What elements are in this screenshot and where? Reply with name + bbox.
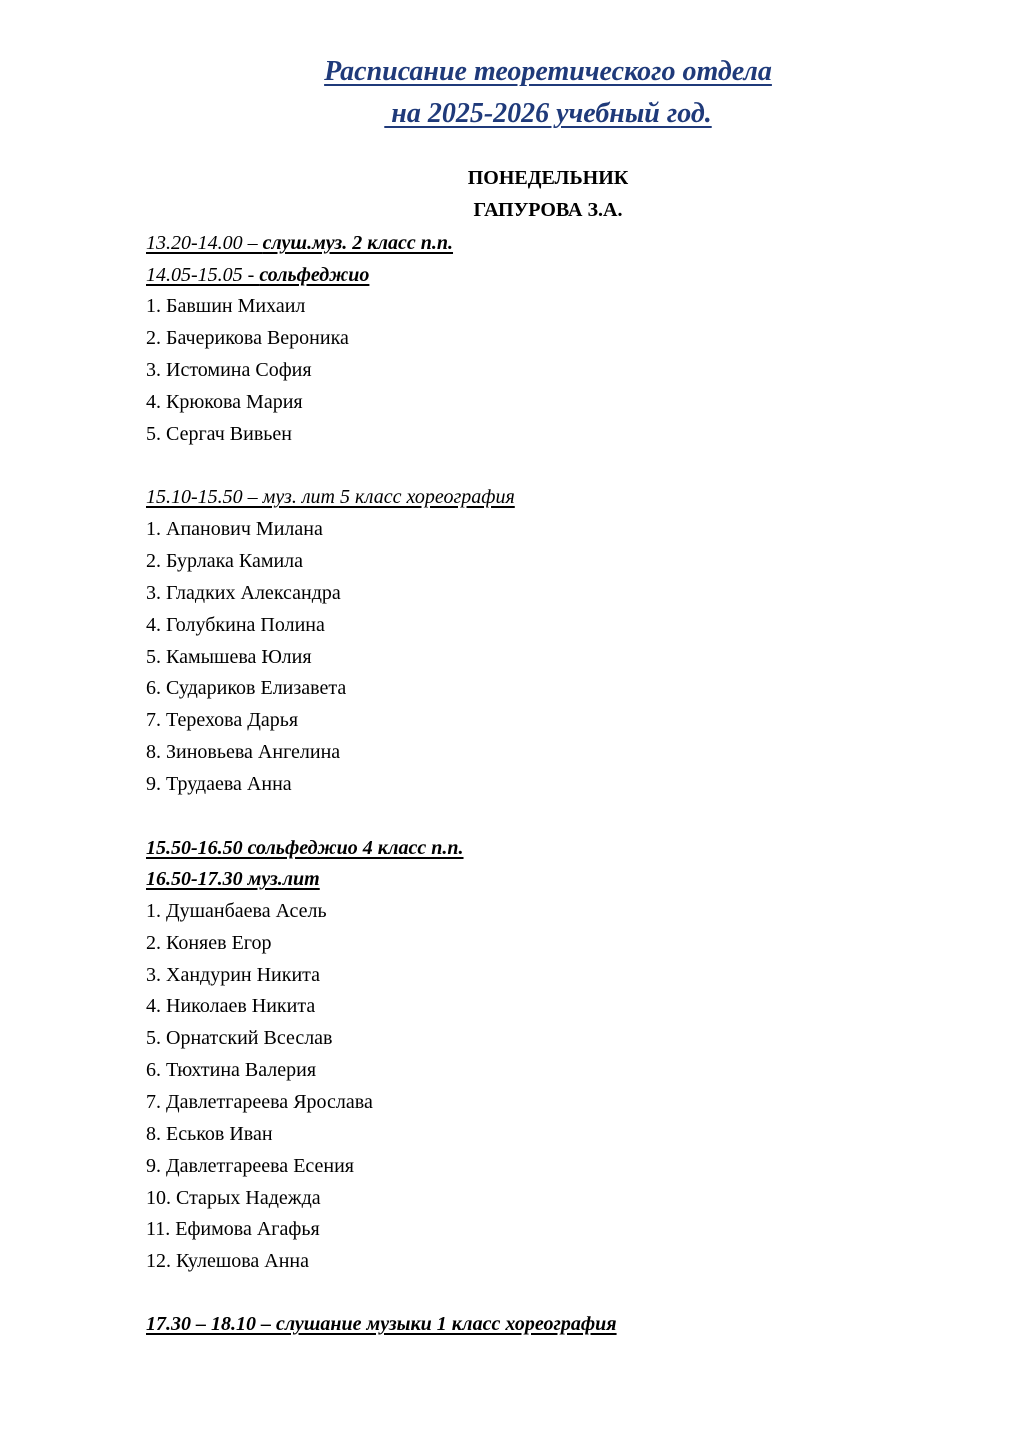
session-heading <box>146 230 453 256</box>
student-list-item: 2. Коняев Егор <box>146 932 272 954</box>
student-list-item: 4. Голубкина Полина <box>146 614 325 636</box>
day-heading: ПОНЕДЕЛЬНИК <box>467 167 629 189</box>
session-heading: 16.50-17.30 муз.лит <box>146 868 320 890</box>
student-list-item: 11. Ефимова Агафья <box>146 1218 320 1240</box>
student-list-item: 10. Старых Надежда <box>146 1187 321 1209</box>
student-list-item: 1. Душанбаева Асель <box>146 900 327 922</box>
teacher-heading: ГАПУРОВА З.А. <box>473 199 623 221</box>
student-list-item: 7. Давлетгареева Ярослава <box>146 1091 373 1113</box>
student-list-item: 1. Апанович Милана <box>146 518 323 540</box>
student-list-item: 12. Кулешова Анна <box>146 1250 309 1272</box>
document-title-line-1: Расписание теоретического отдела <box>324 56 772 87</box>
student-list-item: 2. Бачерикова Вероника <box>146 327 349 349</box>
document-title-line-2: на 2025-2026 учебный год. <box>384 98 712 129</box>
student-list-item: 3. Истомина София <box>146 359 312 381</box>
student-list-item: 9. Давлетгареева Есения <box>146 1155 355 1177</box>
student-list-item: 7. Терехова Дарья <box>146 709 299 731</box>
session-heading: 15.50-16.50 сольфеджио 4 класс п.п. <box>146 837 464 859</box>
student-list-item: 8. Зиновьева Ангелина <box>146 741 341 763</box>
student-list-item: 8. Еськов Иван <box>146 1123 273 1145</box>
session-subject: сольфеджио <box>259 264 370 286</box>
student-list-item: 6. Тюхтина Валерия <box>146 1059 317 1081</box>
session-time: 13.20-14.00 – <box>146 232 263 254</box>
student-list-item: 2. Бурлака Камила <box>146 550 304 572</box>
student-list-item: 3. Гладких Александра <box>146 582 341 604</box>
student-list-item: 6. Судариков Елизавета <box>146 677 347 699</box>
session-subject: слуш.муз. 2 класс п.п. <box>262 232 454 254</box>
student-list-item: 5. Орнатский Всеслав <box>146 1027 333 1049</box>
student-list-item: 5. Сергач Вивьен <box>146 423 292 445</box>
session-heading: 15.10-15.50 – муз. лит 5 класс хореография <box>146 486 515 508</box>
session-heading <box>146 262 369 288</box>
student-list-item: 4. Николаев Никита <box>146 995 316 1017</box>
student-list-item: 4. Крюкова Мария <box>146 391 303 413</box>
student-list-item: 3. Хандурин Никита <box>146 964 321 986</box>
session-heading: 17.30 – 18.10 – слушание музыки 1 класс хореография <box>146 1313 617 1335</box>
session-time: 14.05-15.05 - <box>146 264 260 286</box>
student-list-item: 9. Трудаева Анна <box>146 773 292 795</box>
student-list-item: 5. Камышева Юлия <box>146 646 312 668</box>
student-list-item: 1. Бавшин Михаил <box>146 295 306 317</box>
